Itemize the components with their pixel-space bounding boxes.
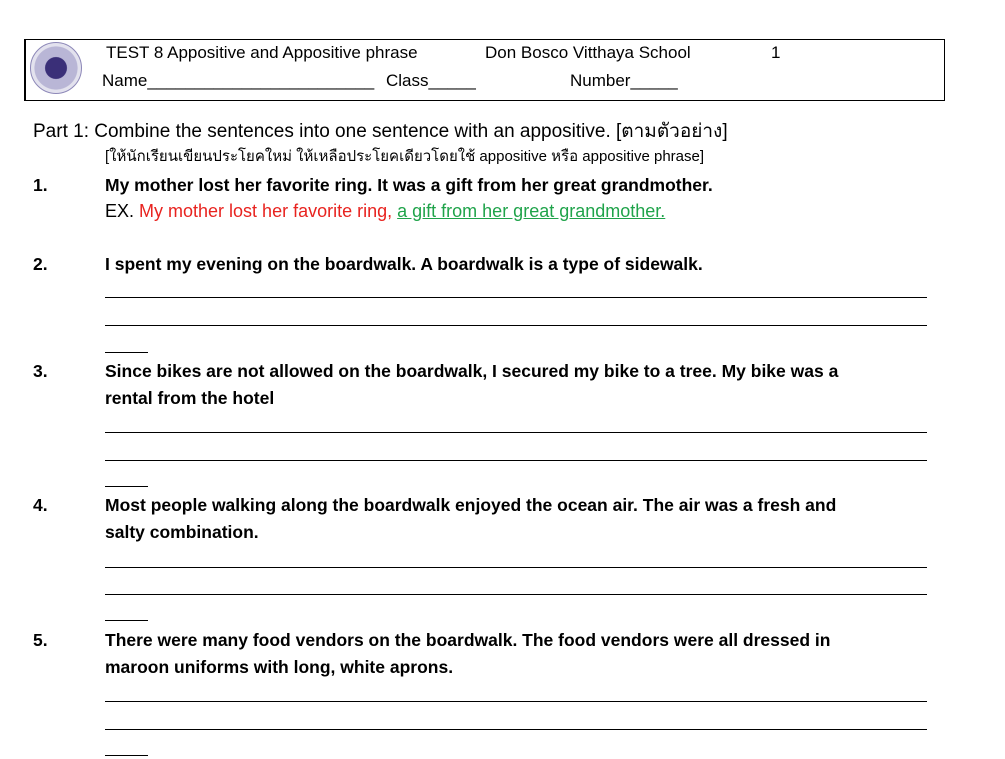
page-number: 1 bbox=[771, 43, 781, 62]
item-number: 3. bbox=[33, 361, 48, 381]
item-text: salty combination. bbox=[105, 522, 259, 542]
part1-instruction: [ให้นักเรียนเขียนประโยคใหม่ ให้เหลือประโยคเดียวโดยใช้ appositive หรือ appositive phrase] bbox=[105, 148, 705, 165]
answer-line[interactable] bbox=[105, 432, 927, 433]
example bbox=[105, 201, 665, 222]
item-number: 5. bbox=[33, 630, 48, 650]
answer-line[interactable] bbox=[105, 567, 927, 568]
answer-line[interactable] bbox=[105, 594, 927, 595]
school-name: Don Bosco Vitthaya School bbox=[485, 43, 691, 62]
item-text: I spent my evening on the boardwalk. A boardwalk is a type of sidewalk. bbox=[105, 254, 703, 274]
part1-title: Part 1: Combine the sentences into one sentence with an appositive. [ตามตัวอย่าง] bbox=[33, 121, 728, 142]
number-field: Number_____ bbox=[570, 71, 678, 90]
item-text: Most people walking along the boardwalk enjoyed the ocean air. The air was a fresh and bbox=[105, 495, 837, 515]
item-number: 1. bbox=[33, 175, 48, 195]
test-header bbox=[24, 39, 945, 101]
answer-line[interactable] bbox=[105, 352, 148, 353]
answer-line[interactable] bbox=[105, 486, 148, 487]
item-text: rental from the hotel bbox=[105, 388, 275, 408]
item-number: 2. bbox=[33, 254, 48, 274]
answer-line[interactable] bbox=[105, 325, 927, 326]
name-field: Name________________________ bbox=[102, 71, 375, 90]
class-field: Class_____ bbox=[386, 71, 476, 90]
answer-line[interactable] bbox=[105, 701, 927, 702]
answer-line[interactable] bbox=[105, 620, 148, 621]
answer-line[interactable] bbox=[105, 460, 927, 461]
test-title: TEST 8 Appositive and Appositive phrase bbox=[106, 43, 418, 62]
item-text: My mother lost her favorite ring. It was a gift from her great grandmother. bbox=[105, 175, 713, 195]
school-logo bbox=[30, 42, 82, 94]
item-number: 4. bbox=[33, 495, 48, 515]
answer-line[interactable] bbox=[105, 297, 927, 298]
item-text: There were many food vendors on the boardwalk. The food vendors were all dressed in bbox=[105, 630, 831, 650]
example-label: EX. bbox=[105, 201, 135, 221]
example-green: a gift from her great grandmother. bbox=[397, 201, 666, 221]
example-red: My mother lost her favorite ring, bbox=[139, 201, 393, 221]
item-text: maroon uniforms with long, white aprons. bbox=[105, 657, 454, 677]
answer-line[interactable] bbox=[105, 755, 148, 756]
item-text: Since bikes are not allowed on the boardwalk, I secured my bike to a tree. My bike was a bbox=[105, 361, 839, 381]
answer-line[interactable] bbox=[105, 729, 927, 730]
